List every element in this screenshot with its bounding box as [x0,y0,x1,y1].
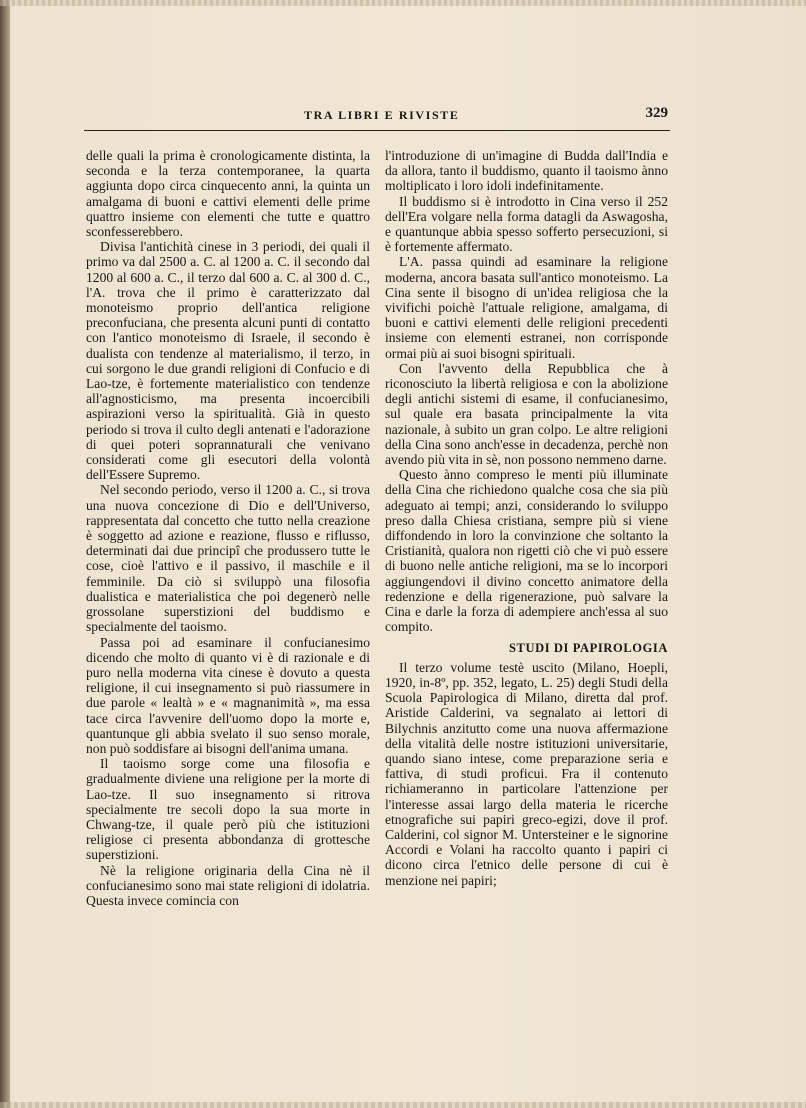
paragraph: Divisa l'antichità cinese in 3 periodi, dei quali il primo va dal 2500 a. C. al 1200 a. C. il secondo dal 1200 al 600 a. C., il terzo dal 600 a. C. al 300 d. C., l'A. trova che il primo è caratterizzato dal monoteismo proprio dell'antica religione preconfuciana, che presenta alcuni punti di contatto con l'antico monoteismo di Israele, il secondo è dualista con tendenze al materialismo, il terzo, in cui sorgono le due grandi religioni di Confucio e di Lao-tze, è fortemente materialistico con tendenze all'agnosticismo, ma presenta incoercibili aspirazioni verso la spiritualità. Già in questo periodo si trova il culto degli antenati e l'adorazione di quei poteri soprannaturali che venivano considerati come gli esecutori della volontà dell'Essere Supremo. [86,239,370,483]
paragraph: Il buddismo si è introdotto in Cina verso il 252 dell'Era volgare nella forma datagli da Aswagosha, e quantunque abbia spesso sofferto persecuzioni, si è fortemente affermato. [385,193,668,255]
header-rule [84,130,670,131]
running-title: TRA LIBRI E RIVISTE [304,108,460,122]
right-column [385,148,668,928]
page-header [84,106,670,128]
paragraph: Questo ànno compreso le menti più illuminate della Cina che richiedono qualche cosa che sia più adeguato ai tempi; anzi, considerando lo sviluppo preso dalla Chiesa cristiana, sempre più si viene diffondendo in loro la convinzione che soltanto la Cristianità, qualora non rigetti ciò che vi può essere di buono nelle antiche religioni, ma se lo incorpori aggiungendovi il divino concetto animatore della redenzione e della rigenerazione, può salvare la Cina e darle la forza di adempiere anch'essa al suo compito. [385,467,668,635]
paragraph: delle quali la prima è cronologicamente distinta, la seconda e la terza contemporanee, la quarta aggiunta dopo circa cinquecento anni, la quinta un amalgama di buoni e cattivi elementi delle prime quattro insieme con elementi che tutte e quattro sconfesserebbero. [86,148,370,240]
page-bottom-edge [0,1102,806,1108]
book-spine [0,0,10,1108]
paragraph: Nè la religione originaria della Cina nè il confucianesimo sono mai state religioni di idolatria. Questa invece comincia con [86,862,370,908]
paragraph: Il terzo volume testè uscito (Milano, Hoepli, 1920, in-8º, pp. 352, legato, L. 25) degli Studi della Scuola Papirologica di Milano, diretta dal prof. Aristide Calderini, va segnalato ai lettori di Bilychnis anzitutto come una nuova affermazione della vitalità delle nostre istituzioni universitarie, quando siano intese, come preparazione seria e fattiva, di studi proficui. Fra il contenuto richiameranno in particolare l'attenzione per l'interesse assai largo della materia le ricerche etnografiche sui papiri greco-egizi, dove il prof. Calderini, col signor M. Untersteiner e le signorine Accordi e Volani ha raccolto quanto i papiri ci dicono circa l'etnico delle persone di cui è menzione nei papiri; [385,659,668,888]
paragraph: Con l'avvento della Repubblica che à riconosciuto la libertà religiosa e con la abolizione degli antichi sistemi di esame, il confucianesimo, sul quale era basata principalmente la vita nazionale, à subito un gran colpo. Le altre religioni della Cina sono anch'esse in decadenza, perchè non avendo più vita in sè, non possono nemmeno darne. [385,360,668,468]
paragraph: L'A. passa quindi ad esaminare la religione moderna, ancora basata sull'antico monoteismo. La Cina sente il bisogno di un'idea religiosa che la vivifichi poichè l'attuale religione, amalgama, di buoni e cattivi elementi delle religioni precedenti insieme con elementi estranei, non corrisponde ormai più ai suoi bisogni spirituali. [385,254,668,361]
paragraph: Passa poi ad esaminare il confucianesimo dicendo che molto di quanto vi è di razionale e di puro nella moderna vita cinese è dovuto a questa religione, il cui insegnamento si può riassumere in due parole « lealtà » e « magnanimità », ma essa tace circa l'avvenire dell'uomo dopo la morte e, quantunque gli abbia svelato il suo senso morale, non può soddisfare ai bisogni dell'anima umana. [86,634,370,756]
paragraph: Nel secondo periodo, verso il 1200 a. C., si trova una nuova concezione di Dio e dell'Universo, rappresentata dal concetto che tutto nella creazione è soggetto ad azione e reazione, flusso e riflusso, determinati dai due principî che produssero tutte le cose, cioè l'attivo e il passivo, il maschile e il femminile. Da ciò si sviluppò una filosofia dualistica e materialistica che poi degenerò nelle grossolane superstizioni del buddismo e specialmente del taoismo. [86,482,370,635]
paragraph: Il taoismo sorge come una filosofia e gradualmente diviene una religione per la morte di Lao-tze. Il suo insegnamento si ritrova specialmente tre secoli dopo la sua morte in Chwang-tze, il quale però più che istituzioni religiose ci presenta abbondanza di grottesche superstizioni. [86,756,370,863]
page-number: 329 [645,105,668,121]
page-top-edge [0,0,806,6]
left-column [86,148,370,928]
paragraph: l'introduzione di un'imagine di Budda dall'India e da allora, tanto il buddismo, quanto il taoismo ànno moltiplicato i loro idoli indefinitamente. [385,148,668,194]
section-heading: STUDI DI PAPIROLOGIA [508,640,668,655]
